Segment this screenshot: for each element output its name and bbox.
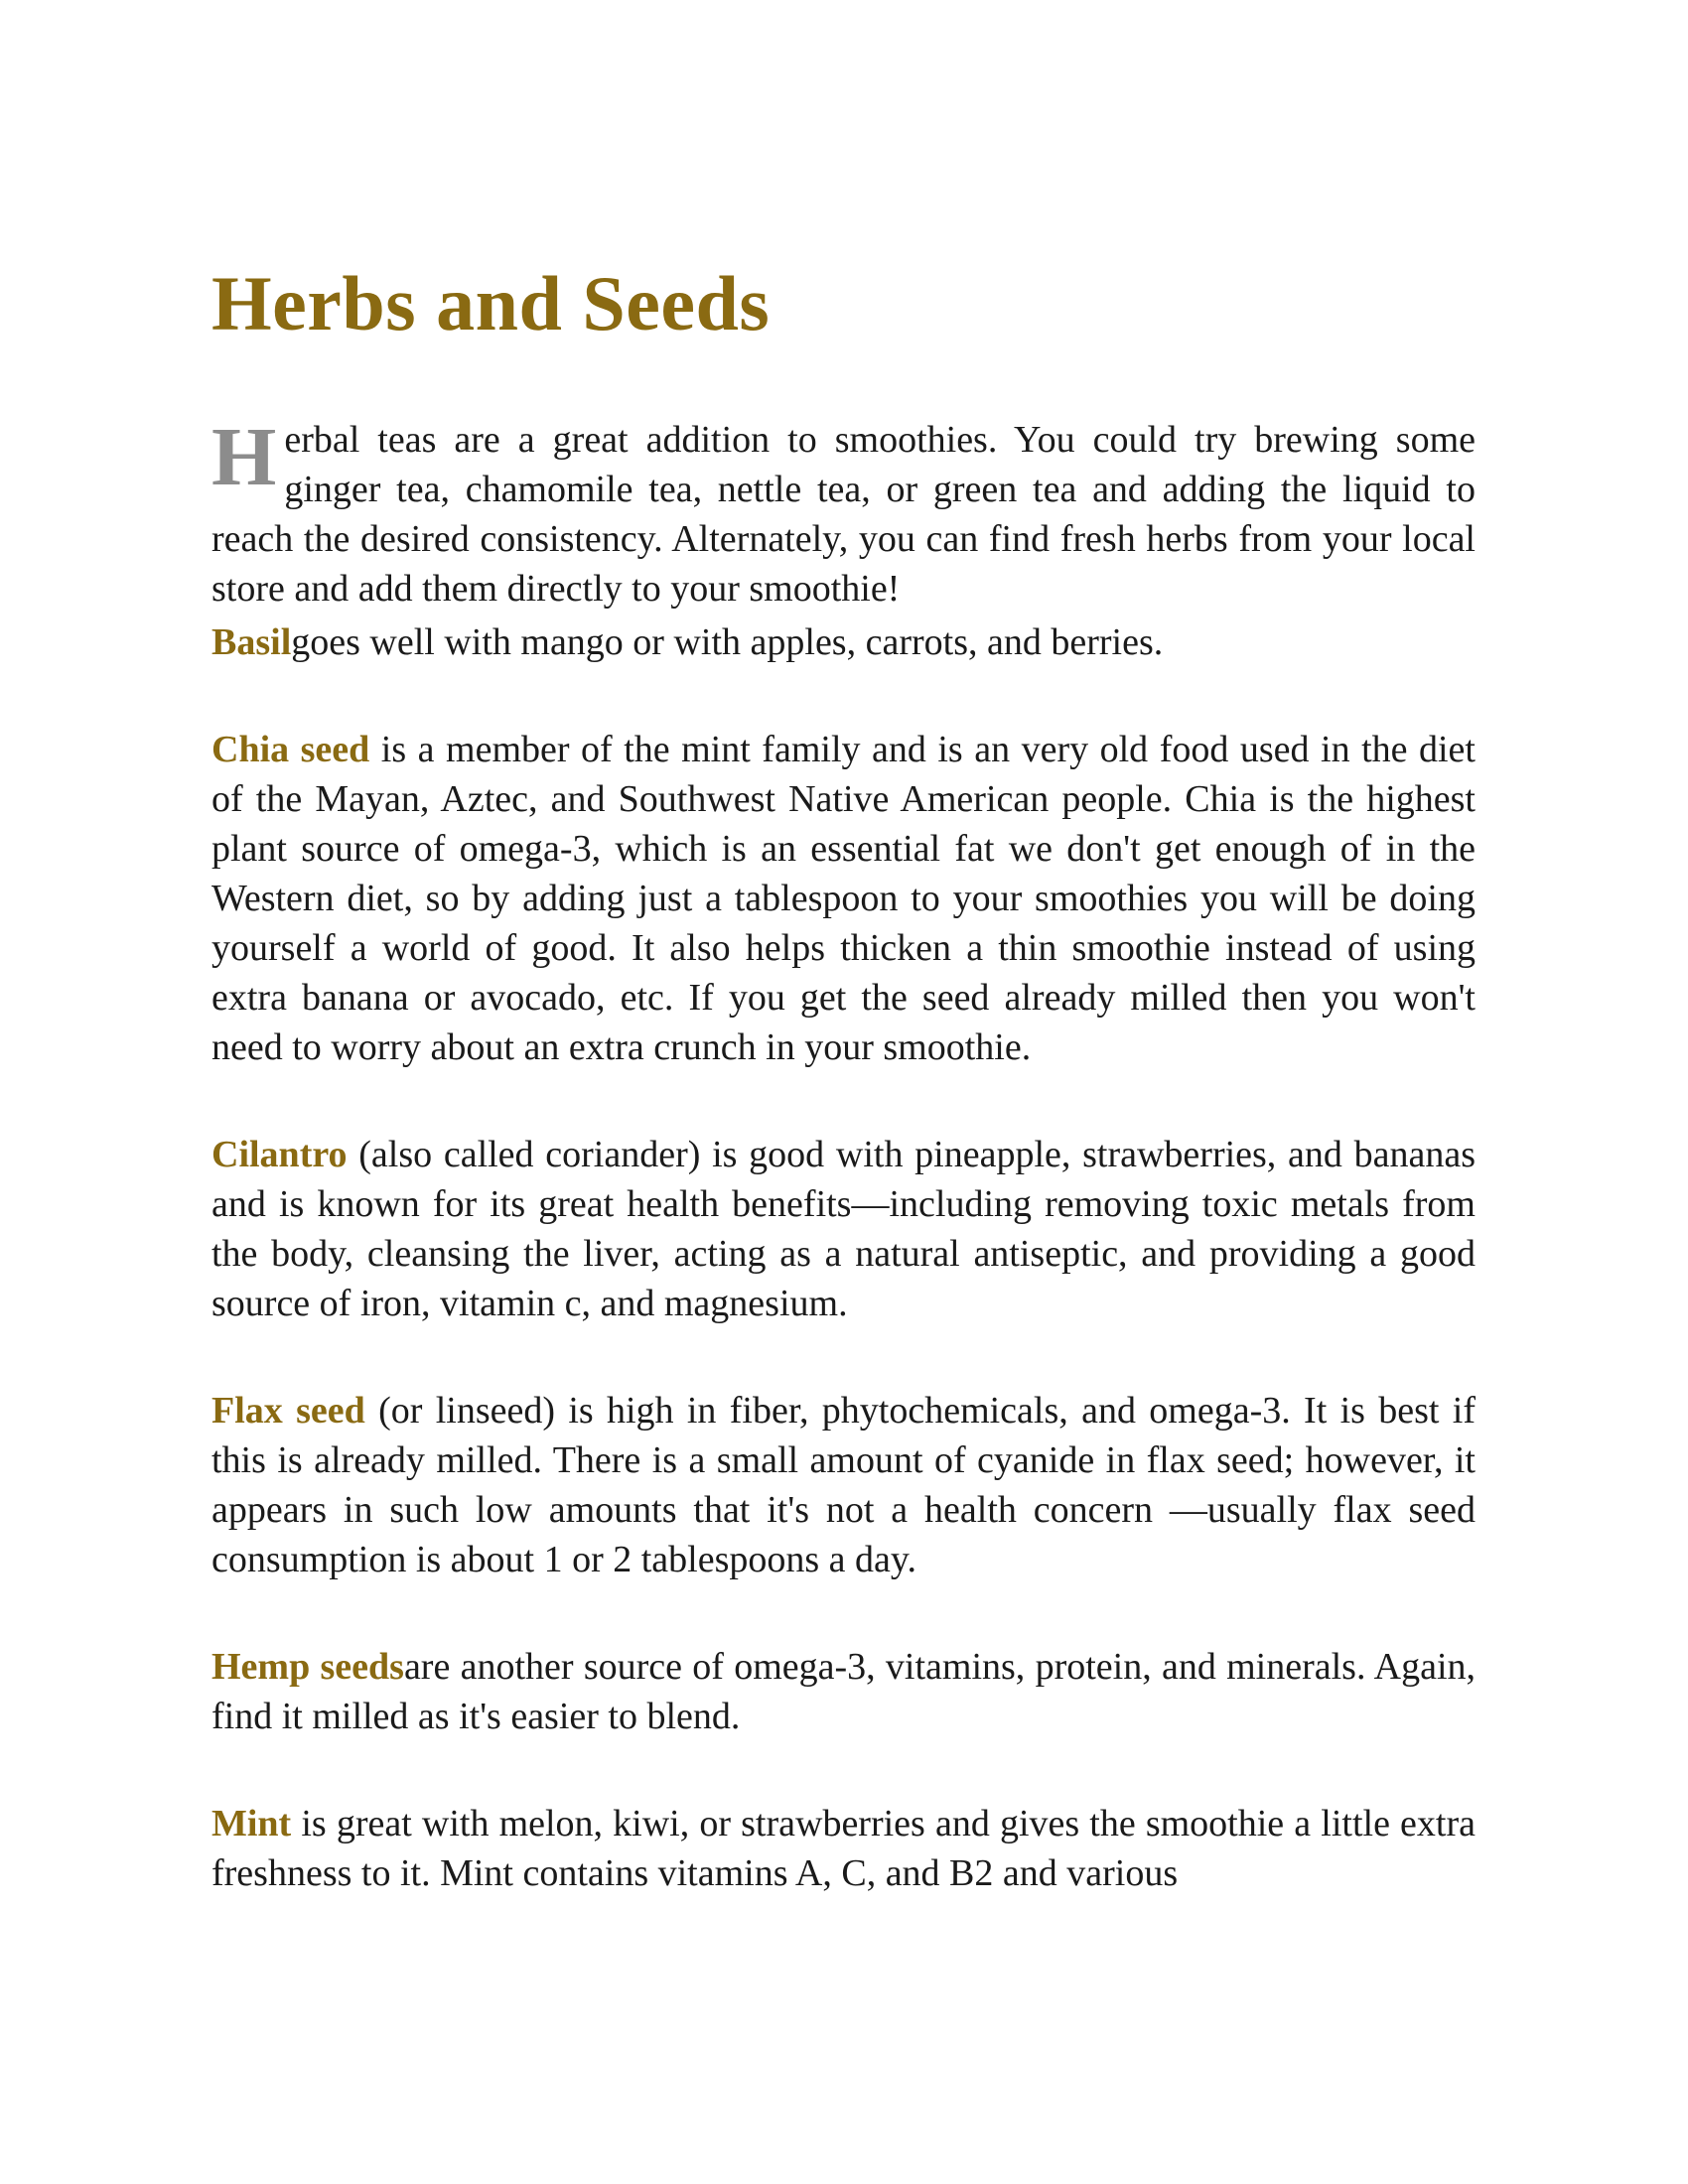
- entry-text: (also called coriander) is good with pineapple, strawberries, and bananas and is known for its great health benefits—including removing toxic metals from the body, cleansing the liver, acting as a natural antiseptic, and providing a good source of iron, vitamin c, and magnesium.: [211, 1134, 1476, 1324]
- document-page: [211, 256, 1476, 1898]
- entry-term: Chia seed: [211, 729, 370, 770]
- entry-text: is great with melon, kiwi, or strawberries and gives the smoothie a little extra freshness to it. Mint contains vitamins A, C, and B2 and various: [211, 1803, 1476, 1894]
- entry-term: Basil: [211, 621, 292, 663]
- entry-basil: [211, 617, 1476, 667]
- entry-flax-seed: [211, 1386, 1476, 1584]
- entry-cilantro: [211, 1130, 1476, 1328]
- entry-term: Hemp seeds: [211, 1646, 404, 1688]
- drop-cap: H: [211, 411, 277, 503]
- entry-term: Mint: [211, 1803, 292, 1844]
- entry-term: Flax seed: [211, 1390, 365, 1432]
- intro-text: erbal teas are a great addition to smoothies. You could try brewing some ginger tea, chamomile tea, nettle tea, or green tea and adding the liquid to reach the desired consistency. Alternately, you can find fresh herbs from your local store and add them directly to your smoothie!: [211, 419, 1476, 610]
- entry-text: are another source of omega-3, vitamins, protein, and minerals. Again, find it milled as it's easier to blend.: [211, 1646, 1477, 1737]
- entry-hemp-seeds: [211, 1642, 1476, 1741]
- entry-text: is a member of the mint family and is an very old food used in the diet of the Mayan, Aztec, and Southwest Native American people. Chia is the highest plant source of omega-3, which is an essential fat we don't get enough of in the Western diet, so by adding just a tablespoon to your smoothies you will be doing yourself a world of good. It also helps thicken a thin smoothie instead of using extra banana or avocado, etc. If you get the seed already milled then you won't need to worry about an extra crunch in your smoothie.: [211, 729, 1476, 1068]
- entry-term: Cilantro: [211, 1134, 348, 1175]
- page-title: Herbs and Seeds: [211, 260, 771, 346]
- entry-text: (or linseed) is high in fiber, phytochemicals, and omega-3. It is best if this is already milled. There is a small amount of cyanide in flax seed; however, it appears in such low amounts that it's not a health concern —usually flax seed consumption is about 1 or 2 tablespoons a day.: [211, 1390, 1476, 1580]
- entry-text: goes well with mango or with apples, carrots, and berries.: [291, 621, 1164, 663]
- entry-chia-seed: [211, 725, 1476, 1072]
- entry-mint: [211, 1799, 1476, 1898]
- intro-paragraph: [211, 411, 1476, 614]
